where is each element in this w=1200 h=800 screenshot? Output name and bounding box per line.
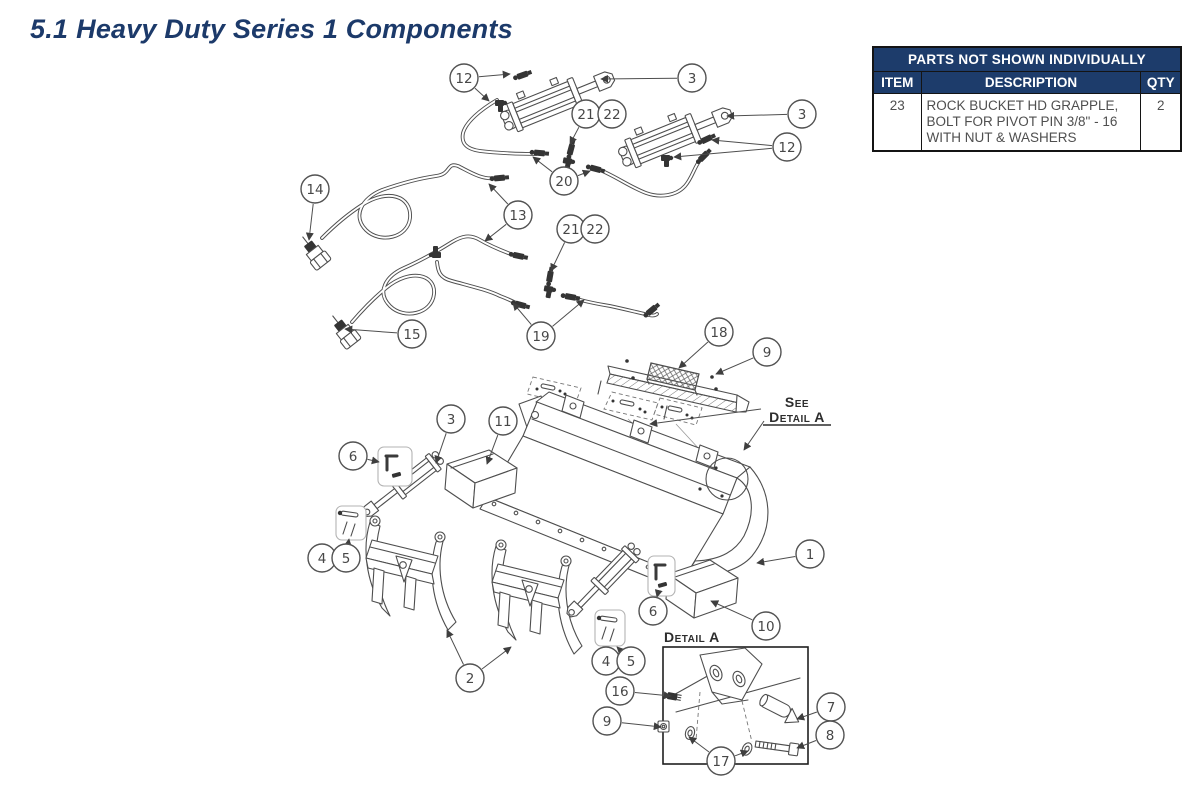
callout-14 xyxy=(301,175,329,203)
hose-end-fitting xyxy=(508,251,528,261)
svg-text:9: 9 xyxy=(602,714,612,730)
svg-text:19: 19 xyxy=(532,329,550,345)
callout-22 xyxy=(598,100,626,128)
svg-text:12: 12 xyxy=(455,71,473,87)
leader-line-6 xyxy=(368,459,379,462)
section-number: 5.1 xyxy=(30,14,69,44)
leader-line-14 xyxy=(309,204,313,240)
bolt-dot xyxy=(631,376,635,380)
callout-22 xyxy=(581,215,609,243)
leader-line-12 xyxy=(712,140,772,146)
svg-text:16: 16 xyxy=(611,684,629,700)
leader-line-19 xyxy=(553,300,585,326)
callout-12 xyxy=(773,133,801,161)
svg-text:11: 11 xyxy=(494,414,512,430)
elbow-fitting-12d xyxy=(661,155,673,167)
svg-text:3: 3 xyxy=(446,412,456,428)
leader-line-5 xyxy=(348,539,349,543)
leader-line-2 xyxy=(482,647,511,669)
leader-line-2 xyxy=(447,630,464,665)
leader-line-5 xyxy=(617,647,620,650)
callout-18 xyxy=(705,318,733,346)
see-note-line1: See xyxy=(784,394,810,410)
svg-text:8: 8 xyxy=(825,728,835,744)
detail-a-box-label: Detail A xyxy=(664,629,720,645)
callout-6 xyxy=(639,597,667,625)
callout-21 xyxy=(572,100,600,128)
callout-12 xyxy=(450,64,478,92)
callout-3 xyxy=(678,64,706,92)
callout-11 xyxy=(489,407,517,435)
column-header-description: DESCRIPTION xyxy=(921,72,1141,94)
callout-9 xyxy=(753,338,781,366)
svg-text:5: 5 xyxy=(341,551,351,567)
fitting-22-mid xyxy=(543,285,557,299)
callout-3 xyxy=(788,100,816,128)
bolt-dot xyxy=(714,387,718,391)
svg-text:4: 4 xyxy=(601,654,611,670)
leader-line-21 xyxy=(551,243,565,272)
callout-13 xyxy=(504,201,532,229)
svg-text:13: 13 xyxy=(509,208,527,224)
svg-text:21: 21 xyxy=(577,107,595,123)
column-header-item: ITEM xyxy=(873,72,921,94)
svg-text:10: 10 xyxy=(757,619,775,635)
svg-text:12: 12 xyxy=(778,140,796,156)
leader-line-18 xyxy=(679,342,708,368)
callout-20 xyxy=(550,167,578,195)
callout-4 xyxy=(592,647,620,675)
leader-line-13 xyxy=(489,184,508,204)
callout-17 xyxy=(707,747,735,775)
hydraulic-cylinder-left xyxy=(495,58,619,136)
hose-end-fitting xyxy=(489,174,509,182)
callout-8 xyxy=(816,721,844,749)
svg-text:5: 5 xyxy=(626,654,636,670)
svg-text:14: 14 xyxy=(306,182,324,198)
leader-line-9 xyxy=(716,358,753,374)
table-title: PARTS NOT SHOWN INDIVIDUALLY xyxy=(873,47,1181,72)
coupler-14 xyxy=(295,231,332,270)
pin-kit-45-bottom xyxy=(595,610,625,646)
svg-text:18: 18 xyxy=(710,325,728,341)
hose-lower-left xyxy=(352,236,528,322)
svg-text:17: 17 xyxy=(712,754,730,770)
callout-10 xyxy=(752,612,780,640)
cell-description: ROCK BUCKET HD GRAPPLE, BOLT FOR PIVOT PIN 3/8" - 16 WITH NUT & WASHERS xyxy=(921,94,1141,151)
callout-15 xyxy=(398,320,426,348)
leader-line-20 xyxy=(578,171,590,176)
leader-line-9 xyxy=(622,723,661,727)
svg-text:2: 2 xyxy=(465,671,475,687)
callout-16 xyxy=(606,677,634,705)
pin-kit-45-left xyxy=(336,506,366,540)
bolt-dot xyxy=(710,375,714,379)
callout-9 xyxy=(593,707,621,735)
pin-clip-set xyxy=(612,400,647,414)
grapple-tine-assembly-left xyxy=(366,516,456,630)
title-text: Heavy Duty Series 1 Components xyxy=(76,14,513,44)
leader-line-12 xyxy=(479,74,510,77)
hose-end-fitting xyxy=(510,299,530,310)
svg-text:1: 1 xyxy=(805,547,815,563)
svg-text:20: 20 xyxy=(555,174,573,190)
svg-text:9: 9 xyxy=(762,345,772,361)
grapple-tine-assembly-right xyxy=(492,540,582,654)
callout-7 xyxy=(817,693,845,721)
fitting-21-mid xyxy=(545,267,554,287)
hose-end-fitting xyxy=(695,148,713,166)
hydraulic-cylinder-right xyxy=(613,94,737,172)
leader-line-12 xyxy=(674,148,772,157)
hose-upper-left xyxy=(322,165,509,238)
callout-5 xyxy=(332,544,360,572)
svg-text:4: 4 xyxy=(317,551,327,567)
leader-line-20 xyxy=(533,157,552,172)
callout-2 xyxy=(456,664,484,692)
callout-3 xyxy=(437,405,465,433)
callout-6 xyxy=(339,442,367,470)
svg-text:21: 21 xyxy=(562,222,580,238)
svg-text:15: 15 xyxy=(403,327,421,343)
leader-line-12 xyxy=(475,88,489,101)
pin-kit-6-bottom xyxy=(648,556,675,596)
svg-text:22: 22 xyxy=(603,107,621,123)
svg-text:3: 3 xyxy=(687,71,697,87)
svg-text:7: 7 xyxy=(826,700,836,716)
svg-text:22: 22 xyxy=(586,222,604,238)
cell-qty: 2 xyxy=(1141,94,1181,151)
leader-line-13 xyxy=(485,224,506,241)
callout-1 xyxy=(796,540,824,568)
cell-item: 23 xyxy=(873,94,921,151)
column-header-qty: QTY xyxy=(1141,72,1181,94)
svg-text:6: 6 xyxy=(648,604,658,620)
leader-line-1 xyxy=(757,557,795,564)
fitting-12a xyxy=(512,69,532,81)
elbow-fitting-12b xyxy=(495,100,507,112)
detail-a-section xyxy=(658,629,808,764)
pin-kit-6-left xyxy=(378,447,412,486)
hose-end-fitting xyxy=(560,292,580,301)
callout-5 xyxy=(617,647,645,675)
see-note-line2: Detail A xyxy=(769,409,825,425)
leader-line-3 xyxy=(727,114,787,116)
svg-text:3: 3 xyxy=(797,107,807,123)
callout-19 xyxy=(527,322,555,350)
bolt-dot xyxy=(625,359,629,363)
hose-short-right xyxy=(560,292,661,319)
svg-text:6: 6 xyxy=(348,449,358,465)
hose-end-fitting xyxy=(585,163,605,174)
